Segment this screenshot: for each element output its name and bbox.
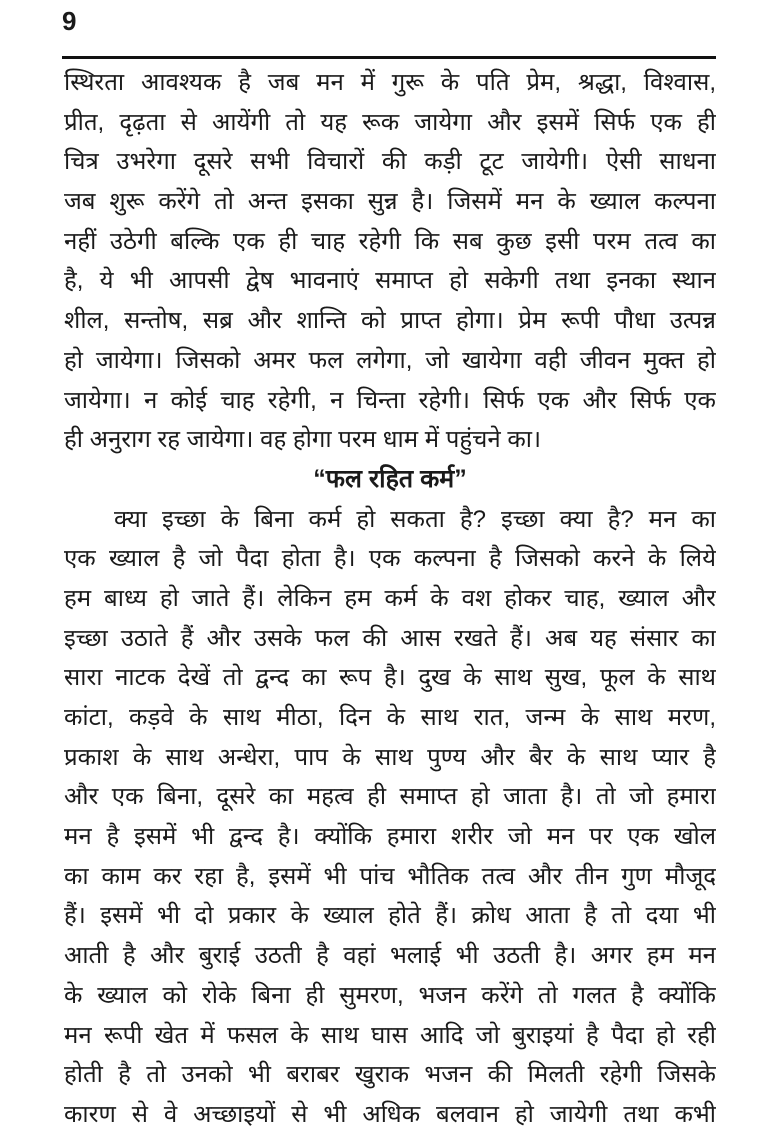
text-line: इच्छा उठाते हैं और उसके फल की आस रखते हैं। अब यह संसार का <box>64 624 716 652</box>
page-number: 9 <box>62 6 77 36</box>
text-line: ही अनुराग रह जायेगा। वह होगा परम धाम में पहुंचने का। <box>64 426 542 454</box>
text-line: कांटा, कड़वे के साथ मीठा, दिन के साथ रात, जन्म के साथ मरण, <box>64 704 716 731</box>
text-line: सारा नाटक देखें तो द्वन्द का रूप है। दुख के साथ सुख, फूल के साथ <box>64 664 716 692</box>
text-line: मन है इसमें भी द्वन्द है। क्योंकि हमारा शरीर जो मन पर एक खोल <box>64 823 716 851</box>
text-line: और एक बिना, दूसरे का महत्व ही समाप्त हो जाता है। तो जो हमारा <box>64 783 716 811</box>
text-line: एक ख्याल है जो पैदा होता है। एक कल्पना है जिसको करने के लिये <box>64 545 716 573</box>
text-line: स्थिरता आवश्यक है जब मन में गुरू के पति प्रेम, श्रद्धा, विश्वास, <box>64 69 716 96</box>
text-line: प्रकाश के साथ अन्धेरा, पाप के साथ पुण्य और बैर के साथ प्यार है <box>64 743 716 771</box>
header-rule <box>62 56 716 59</box>
paragraph-2 <box>64 500 716 1135</box>
text-line: मन रूपी खेत में फसल के साथ घास आदि जो बुराइयां है पैदा हो रही <box>64 1021 716 1049</box>
text-line: नहीं उठेगी बल्कि एक ही चाह रहेगी कि सब कुछ इसी परम तत्व का <box>64 227 716 255</box>
page-body <box>64 63 716 1135</box>
text-line: हो जायेगा। जिसको अमर फल लगेगा, जो खायेगा वही जीवन मुक्त हो <box>64 346 716 374</box>
text-line: आती है और बुराई उठती है वहां भलाई भी उठती है। अगर हम मन <box>64 942 716 970</box>
text-line: हैं। इसमें भी दो प्रकार के ख्याल होते हैं। क्रोध आता है तो दया भी <box>64 902 716 930</box>
text-line: का काम कर रहा है, इसमें भी पांच भौतिक तत्व और तीन गुण मौजूद <box>64 862 716 890</box>
paragraph-1 <box>64 63 716 460</box>
text-line: जायेगा। न कोई चाह रहेगी, न चिन्ता रहेगी। सिर्फ एक और सिर्फ एक <box>64 386 716 414</box>
text-line: होती है तो उनको भी बराबर खुराक भजन की मिलती रहेगी जिसके <box>64 1061 716 1089</box>
text-line: शील, सन्तोष, सब्र और शान्ति को प्राप्त होगा। प्रेम रूपी पौधा उत्पन्न <box>64 307 716 335</box>
text-line: प्रीत, दृढ़ता से आयेंगी तो यह रूक जायेगा और इसमें सिर्फ एक ही <box>64 108 716 136</box>
text-line: है, ये भी आपसी द्वेष भावनाएं समाप्त हो सकेगी तथा इनका स्थान <box>64 267 716 295</box>
text-line: के ख्याल को रोके बिना ही सुमरण, भजन करेंगे तो गलत है क्योंकि <box>64 981 716 1009</box>
text-line: जब शुरू करेंगे तो अन्त इसका सुन्न है। जिसमें मन के ख्याल कल्पना <box>64 188 716 216</box>
text-line: कारण से वे अच्छाइयों से भी अधिक बलवान हो जायेगी तथा कभी <box>64 1100 716 1128</box>
text-line: क्या इच्छा के बिना कर्म हो सकता है? इच्छा क्या है? मन का <box>114 505 716 533</box>
text-line: चित्र उभरेगा दूसरे सभी विचारों की कड़ी टूट जायेगी। ऐसी साधना <box>64 148 716 176</box>
text-line: हम बाध्य हो जाते हैं। लेकिन हम कर्म के वश होकर चाह, ख्याल और <box>64 584 716 612</box>
section-heading: “फल रहित कर्म” <box>313 464 467 493</box>
